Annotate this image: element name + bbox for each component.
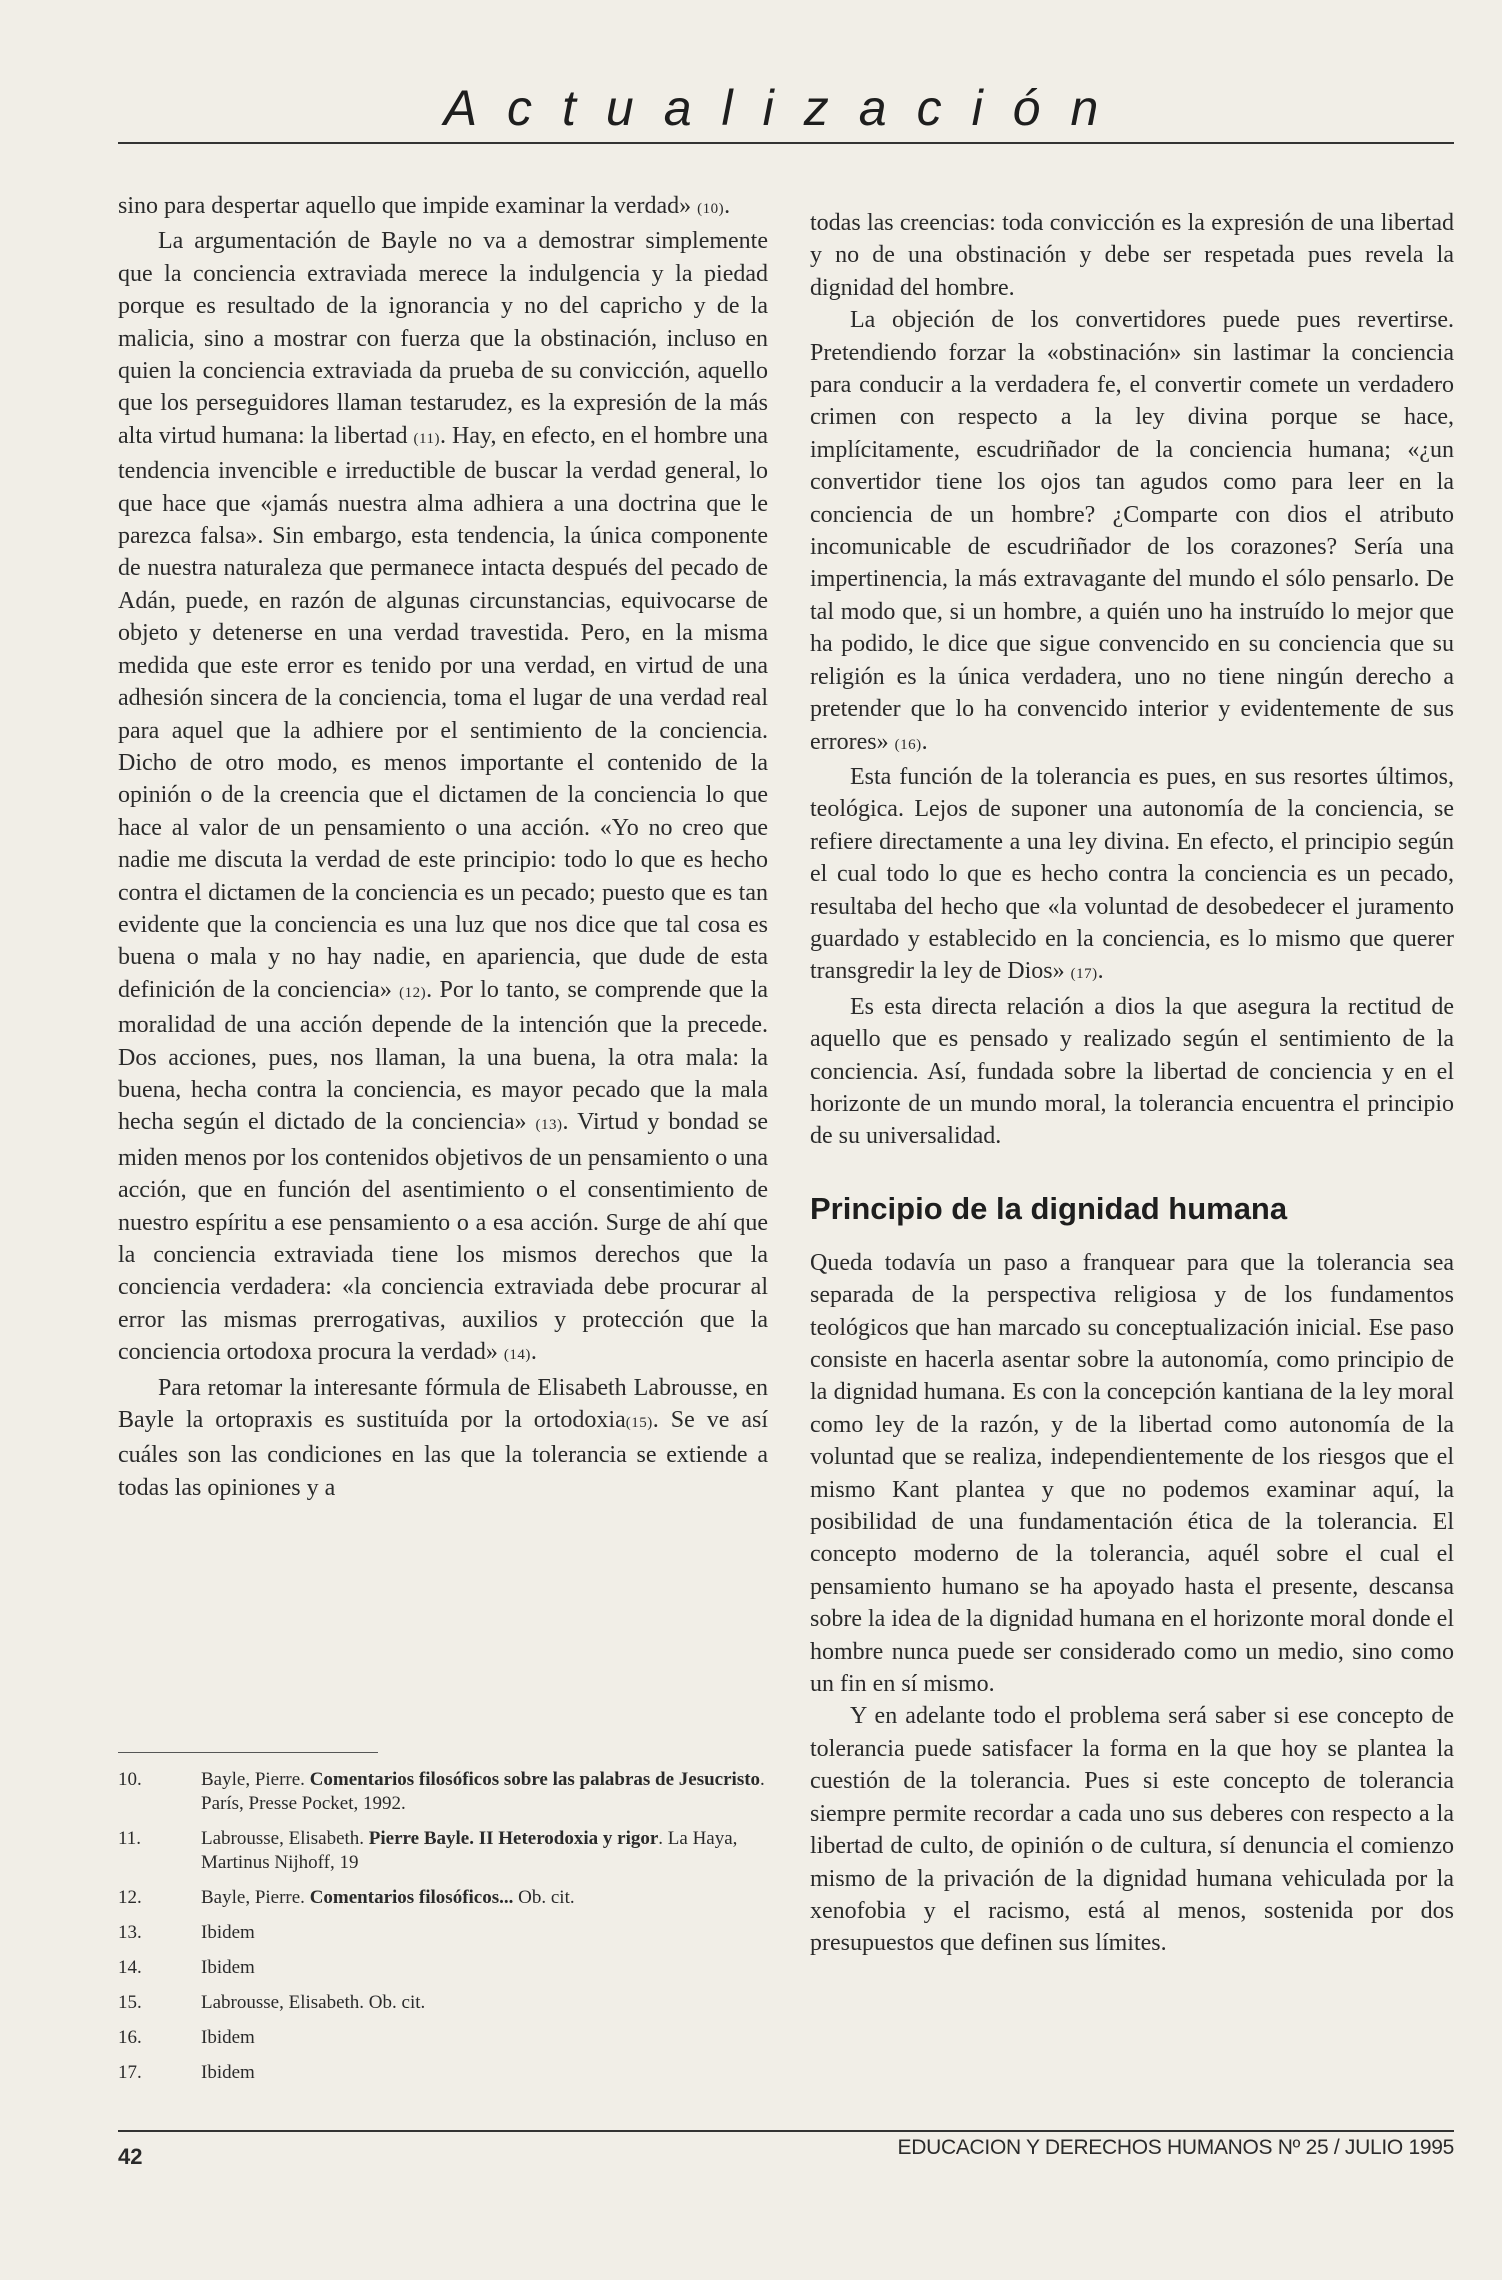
right-column bbox=[810, 207, 1454, 1960]
footnote-ref: (12) bbox=[399, 984, 427, 1001]
footnote-ref: (15) bbox=[625, 1415, 653, 1432]
footnote-text: Ibidem bbox=[201, 2062, 255, 2083]
footnote-ref: (11) bbox=[413, 430, 440, 447]
footnote-item bbox=[118, 1886, 768, 1910]
paragraph-text: . Por lo tanto, se comprende que la moralidad de una acción depende de la intención que la precede. Dos acciones, pues, nos llaman, la una buena, la otra mala: la buena, hecha contra la conciencia, es mayor pecado que la mala hecha según el dictado de la conciencia» bbox=[118, 976, 769, 1136]
footnote-number: 12. bbox=[118, 1887, 142, 1908]
paragraph: sino para despertar aquello que impide examinar la verdad» (10). bbox=[118, 193, 731, 219]
footnote-text: Labrousse, Elisabeth. Ob. cit. bbox=[201, 1992, 426, 2013]
paragraph: todas las creencias: toda convicción es la expresión de una libertad y no de una obstinación y debe ser respetada pues revela la dignidad del hombre. bbox=[810, 210, 1454, 301]
footnote-text: Ibidem bbox=[201, 1957, 255, 1978]
footnote-rest: . París, Presse Pocket, 1992. bbox=[201, 1769, 765, 1814]
footnote-ref: (10) bbox=[697, 201, 725, 217]
footnote-text bbox=[201, 1768, 768, 1816]
footnote-rule bbox=[118, 1752, 378, 1753]
footnote-number: 15. bbox=[118, 1992, 142, 2013]
paragraph-text: . bbox=[530, 1339, 537, 1366]
footnote-number: 16. bbox=[118, 2027, 142, 2048]
footnote-text: Ibidem bbox=[201, 2027, 255, 2048]
footnote-number: 10. bbox=[118, 1769, 142, 1790]
footnote-text bbox=[201, 1827, 768, 1875]
footnote-rest: . La Haya, Martinus Nijhoff, 19 bbox=[201, 1828, 738, 1873]
footnote-item bbox=[118, 1827, 768, 1875]
paragraph: Y en adelante todo el problema será saber si ese concepto de tolerancia puede satisfacer la forma en la que hoy se plantea la cuestión de la tolerancia. Pues si este concepto de tolerancia siempre permite recordar a cada uno sus deberes con respecto a la libertad de culto, de opinión o de cultura, sí denuncia el comienzo mismo de la privación de la dignidad humana vehiculada por la xenofobia y el racismo, está al menos, sostenida por dos presupuestos que definen sus límites. bbox=[810, 1703, 1454, 1957]
footnote-item bbox=[118, 2061, 768, 2085]
footnote-number: 17. bbox=[118, 2062, 142, 2083]
footnotes bbox=[118, 1768, 768, 2096]
footnote-ref: (13) bbox=[535, 1117, 563, 1134]
paragraph-text: La objeción de los convertidores puede pues revertirse. Pretendiendo forzar la «obstinación» sin lastimar la conciencia para conducir a la verdadera fe, el convertir comete un verdadero crimen con respecto a la ley divina porque se hace, implícitamente, escudriñador de la conciencia humana; «¿un convertidor tiene los ojos tan agudos como para leer en la conciencia de un hombre? ¿Comparte con dios el atributo incomunicable de escudriñador de los corazones? Sería una impertinencia, la más extravagante del mundo el sólo pensarlo. De tal modo que, si un hombre, a quién uno ha instruído lo mejor que ha podido, le dice que sigue convencido en su conciencia que su religión es la única verdadera, uno no tiene ningún derecho a pretender que lo ha convencido interior y evidentemente de sus errores» bbox=[810, 307, 1454, 755]
footnote-number: 13. bbox=[118, 1922, 142, 1943]
footer-rule bbox=[118, 2130, 1454, 2132]
paragraph bbox=[118, 1372, 768, 1505]
footnote-ref: (16) bbox=[894, 736, 922, 753]
header-rule bbox=[118, 142, 1454, 144]
paragraph: Esta función de la tolerancia es pues, en sus resortes últimos, teológica. Lejos de suponer una autonomía de la conciencia, se refiere directamente a una ley divina. En efecto, el principio según el cual todo lo que es hecho contra la conciencia es un pecado, resultaba del hecho que «la voluntad de desobedecer el juramento guardado y establecido en la conciencia, es lo mismo que querer transgredir la ley de Dios» (17). bbox=[810, 763, 1454, 985]
footnote-item bbox=[118, 2026, 768, 2050]
publication-info: EDUCACION Y DERECHOS HUMANOS Nº 25 / JULIO 1995 bbox=[897, 2136, 1454, 2159]
footnote-title: Comentarios filosóficos sobre las palabras de Jesucristo bbox=[309, 1769, 761, 1790]
section-title: Principio de la dignidad humana bbox=[810, 1190, 1288, 1226]
paragraph-text: Esta función de la tolerancia es pues, en sus resortes últimos, teológica. Lejos de suponer una autonomía de la conciencia, se refiere directamente a una ley divina. En efecto, el principio según el cual todo lo que es hecho contra la conciencia es un pecado, resultaba del hecho que «la voluntad de desobedecer el juramento guardado y establecido en la conciencia, es lo mismo que querer transgredir la ley de Dios» bbox=[810, 763, 1454, 985]
footnote-author: Bayle, Pierre. bbox=[201, 1887, 310, 1908]
footnote-title: Pierre Bayle. II Heterodoxia y rigor bbox=[368, 1828, 659, 1849]
paragraph-text: La argumentación de Bayle no va a demostrar simplemente que la conciencia extraviada merece la indulgencia y la piedad porque es resultado de la ignorancia y no del capricho y de la malicia, sino a mostrar con fuerza que la obstinación, incluso en quien la conciencia extraviada da prueba de su convicción, aquello que los perseguidores llaman testarudez, es la expresión de la más alta virtud humana: la libertad bbox=[118, 228, 768, 449]
footnote-number: 11. bbox=[118, 1828, 142, 1849]
footnote-ref: (17) bbox=[1070, 966, 1098, 983]
paragraph: Es esta directa relación a dios la que asegura la rectitud de aquello que es pensado y realizado según el sentimiento de la conciencia. Así, fundada sobre la libertad de conciencia y en el horizonte de un mundo moral, la tolerancia encuentra el principio de su universalidad. bbox=[810, 993, 1454, 1150]
page-number: 42 bbox=[118, 2144, 143, 2169]
footnote-number: 14. bbox=[118, 1957, 142, 1978]
footnote-ref: (14) bbox=[503, 1347, 531, 1364]
footnote-rest: Ob. cit. bbox=[513, 1887, 575, 1908]
footnote-item bbox=[118, 1956, 768, 1980]
paragraph-text: . Hay, en efecto, en el hombre una tendencia invencible e irreductible de buscar la verdad general, lo que hace que «jamás nuestra alma adhiera a una doctrina que le parezca falsa». Sin embargo, esta tendencia, la única componente de nuestra naturaleza que permanece intacta después del pecado de Adán, puede, en razón de algunas circunstancias, equivocarse de objeto y detenerse en una verdad travestida. Pero, en la misma medida que este error es tenido por una verdad, en virtud de una adhesión sincera de la conciencia, toma el lugar de una verdad real para aquel que la adhiere por el sentimiento de la conciencia. Dicho de otro modo, es menos importante el contenido de la opinión o de la creencia que el dictamen de la conciencia lo que hace al valor de un pensamiento o una acción. «Yo no creo que nadie me discuta la verdad de este principio: todo lo que es hecho contra el dictamen de la conciencia es un pecado; puesto que es tan evidente que la conciencia es una luz que nos dice que tal cosa es buena o mala y no hay nadie, en apariencia, que dude de esta definición de la conciencia» bbox=[118, 422, 769, 1003]
footnote-item bbox=[118, 1921, 768, 1945]
footnote-item bbox=[118, 1991, 768, 2015]
footnote-text bbox=[201, 1886, 768, 1910]
paragraph-text: . Virtud y bondad se miden menos por los contenidos objetivos de un pensamiento o una acción, que en función del asentimiento o el consentimiento de nuestro espíritu a ese pensamiento o a esa acción. Surge de ahí que la conciencia extraviada tiene los mismos derechos que la conciencia verdadera: «la conciencia extraviada debe procurar al error las mismas prerrogativas, auxilios y protección que la conciencia ortodoxa procura la verdad» bbox=[118, 1109, 769, 1366]
footnote-title: Comentarios filosóficos... bbox=[309, 1887, 514, 1908]
paragraph bbox=[118, 225, 768, 1371]
left-column bbox=[118, 190, 768, 1504]
paragraph: La objeción de los convertidores puede pues revertirse. Pretendiendo forzar la «obstinación» sin lastimar la conciencia para conducir a la verdadera fe, el convertir comete un verdadero crimen con respecto a la ley divina porque se hace, implícitamente, escudriñador de la conciencia humana; «¿un convertidor tiene los ojos tan agudos como para leer en la conciencia de un hombre? ¿Comparte con dios el atributo incomunicable de escudriñador de los corazones? Sería una impertinencia, la más extravagante del mundo el sólo pensarlo. De tal modo que, si un hombre, a quién uno ha instruído lo mejor que ha podido, le dice que sigue convencido en su conciencia que su religión es la única verdadera, uno no tiene ningún derecho a pretender que lo ha convencido interior y evidentemente de sus errores» (16). bbox=[810, 307, 1454, 755]
footnote-text: Ibidem bbox=[201, 1922, 255, 1943]
footnote-author: Bayle, Pierre. bbox=[201, 1769, 310, 1790]
paragraph-text: . Se ve así cuáles son las condiciones en las que la tolerancia se extiende a todas las opiniones y a bbox=[118, 1407, 768, 1501]
paragraph-text: sino para despertar aquello que impide examinar la verdad» bbox=[118, 193, 692, 219]
footnote-item bbox=[118, 1768, 768, 1816]
footnote-author: Labrousse, Elisabeth. bbox=[201, 1828, 369, 1849]
paragraph: Queda todavía un paso a franquear para que la tolerancia sea separada de la perspectiva religiosa y de los fundamentos teológicos que han marcado su conceptualización inicial. Ese paso consiste en hacerla asentar sobre la autonomía, como principio de la dignidad humana. Es con la concepción kantiana de la ley moral como ley de la razón, y de la libertad como autonomía de la voluntad que se realiza, independientemente de los riesgos que el mismo Kant plantea y que no podemos examinar aquí, la posibilidad de una fundamentación ética de la tolerancia. El concepto moderno de la tolerancia, aquél sobre el cual el pensamiento humano se ha apoyado hasta el presente, descansa sobre la idea de la dignidad humana en el horizonte moral donde el hombre nunca puede ser considerado como un medio, sino como un fin en sí mismo. bbox=[810, 1249, 1454, 1698]
page-header-title: Actualización bbox=[443, 80, 1129, 136]
paragraph-text: Para retomar la interesante fórmula de Elisabeth Labrousse, en Bayle la ortopraxis es sustituída por la ortodoxia bbox=[118, 1374, 768, 1434]
